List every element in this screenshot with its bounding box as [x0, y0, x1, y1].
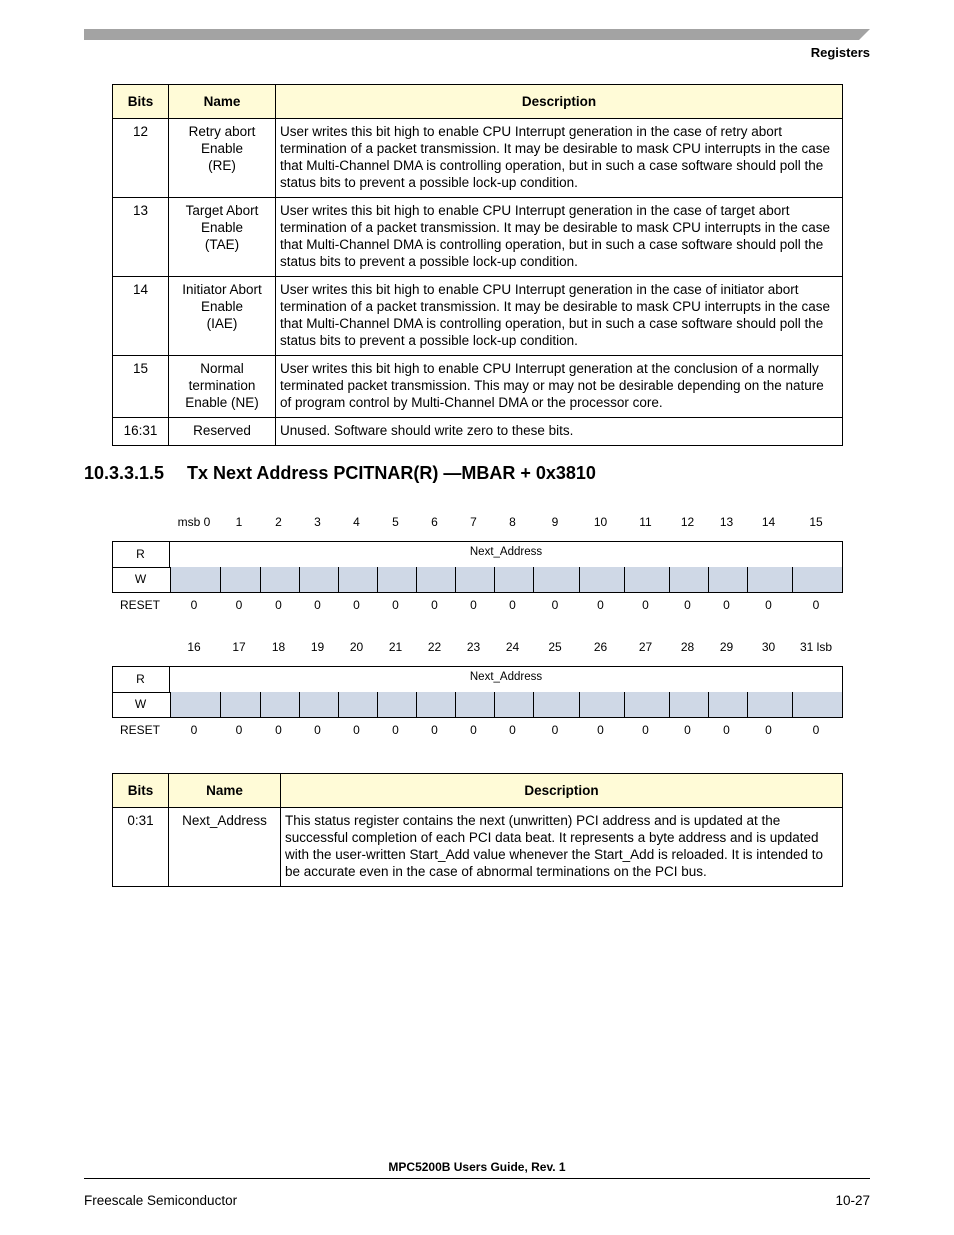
document-title: MPC5200B Users Guide, Rev. 1 — [388, 1160, 566, 1174]
bit-number: 17 — [232, 640, 246, 654]
reset-value: 0 — [470, 598, 477, 612]
bit-number: 1 — [235, 515, 243, 529]
section-number: 10.3.3.1.5 — [84, 463, 165, 483]
write-cell — [669, 567, 708, 592]
read-label: R — [136, 547, 145, 561]
bits-cell: 0:31 — [113, 808, 169, 887]
name-cell — [169, 198, 276, 277]
reset-value: 0 — [642, 598, 649, 612]
bit-number: 19 — [310, 640, 325, 654]
bit-number: 9 — [551, 515, 559, 529]
description-cell: User writes this bit high to enable CPU Interrupt generation in the case of retry abort termination of a packet transmission. It may be desirable to mask CPU interrupts in the case that Multi-Channel DMA is controlling operation, but in such a case software should poll the status bits to prevent a possible lock-up condition. — [276, 119, 843, 198]
write-label: W — [134, 697, 147, 711]
name-line: (TAE) — [204, 237, 240, 252]
company-name: Freescale Semiconductor — [84, 1193, 238, 1208]
bit-number: 5 — [392, 515, 399, 529]
reset-value: 0 — [812, 723, 820, 737]
reset-value-row — [112, 723, 843, 739]
write-cell — [170, 692, 220, 717]
name-cell — [169, 119, 276, 198]
table-row — [113, 808, 843, 887]
write-cell — [170, 567, 220, 592]
name-line: (RE) — [208, 158, 236, 173]
write-cell — [455, 567, 494, 592]
bit-number: 2 — [275, 515, 282, 529]
bit-number: 10 — [593, 515, 608, 529]
bits-cell: 15 — [113, 356, 169, 418]
reset-value: 0 — [597, 598, 604, 612]
header-bits: Bits — [113, 774, 169, 808]
bit-description-table-2 — [112, 773, 843, 887]
bit-number: 16 — [187, 640, 201, 654]
bit-number: 4 — [353, 515, 360, 529]
register-diagram-lower — [112, 640, 843, 740]
footer-rule — [84, 1178, 870, 1179]
bit-number: 24 — [505, 640, 520, 654]
reset-label: RESET — [119, 723, 160, 737]
reset-value: 0 — [723, 723, 730, 737]
bit-number: 26 — [593, 640, 608, 654]
write-cell — [533, 692, 579, 717]
bit-number: 23 — [466, 640, 481, 654]
reset-value: 0 — [314, 598, 321, 612]
write-label: W — [134, 572, 147, 586]
description-cell: User writes this bit high to enable CPU Interrupt generation at the conclusion of a normally terminated packet transmission. This may or may not be desirable depending on the nature of program control by Multi-Channel DMA or the processor core. — [276, 356, 843, 418]
reset-value: 0 — [765, 723, 772, 737]
name-line: Enable — [200, 299, 244, 314]
bit-number: 12 — [680, 515, 695, 529]
write-cell — [220, 692, 260, 717]
name-line: Reserved — [193, 423, 251, 438]
bit-number: 7 — [470, 515, 477, 529]
field-name: Next_Address — [469, 546, 543, 558]
name-line: Normal — [200, 361, 244, 376]
reset-value: 0 — [723, 598, 730, 612]
reset-value: 0 — [431, 723, 438, 737]
bit-number-row — [112, 515, 843, 531]
bit-number: 31 lsb — [799, 640, 833, 654]
write-cell — [299, 692, 338, 717]
table-row — [113, 119, 843, 198]
name-cell — [169, 277, 276, 356]
table-row — [113, 418, 843, 446]
header-rule — [84, 29, 870, 40]
reset-value: 0 — [190, 598, 198, 612]
name-line: Next_Address — [182, 813, 267, 828]
write-cell — [624, 692, 669, 717]
reset-value: 0 — [509, 723, 516, 737]
reset-value: 0 — [275, 598, 282, 612]
write-cell — [792, 567, 842, 592]
write-cell — [708, 692, 747, 717]
write-cell — [792, 692, 842, 717]
table-row — [113, 356, 843, 418]
reset-value: 0 — [684, 598, 691, 612]
page-number: 10-27 — [835, 1193, 870, 1208]
write-row — [112, 567, 843, 593]
bits-cell: 12 — [113, 119, 169, 198]
write-cell — [338, 692, 377, 717]
section-heading: Tx Next Address PCITNAR(R) —MBAR + 0x3810 — [187, 463, 596, 483]
description-cell: This status register contains the next (unwritten) PCI address and is updated at the successful completion of each PCI data beat. It represents a byte address and is updated with the user-written Start_Add value whenever the Start_Add is reloaded. It is intended to be accurate even in the case of abnormal terminations on the PCI bus. — [281, 808, 843, 887]
reset-value: 0 — [275, 723, 282, 737]
reset-value: 0 — [551, 598, 559, 612]
reset-label: RESET — [119, 598, 160, 612]
reset-value: 0 — [353, 598, 360, 612]
bit-number: 14 — [761, 515, 776, 529]
bit-number: 13 — [719, 515, 734, 529]
write-row — [112, 692, 843, 718]
reset-value: 0 — [509, 598, 516, 612]
reset-value: 0 — [431, 598, 438, 612]
write-cell — [708, 567, 747, 592]
name-line: Initiator Abort — [182, 282, 262, 297]
name-cell — [169, 356, 276, 418]
bit-number: 18 — [271, 640, 286, 654]
bit-number: 8 — [509, 515, 516, 529]
reset-value: 0 — [353, 723, 360, 737]
write-cell — [669, 692, 708, 717]
bit-number: 22 — [427, 640, 442, 654]
bit-number-row — [112, 640, 843, 656]
name-line: Target Abort — [185, 203, 259, 218]
field-name: Next_Address — [469, 671, 543, 683]
bit-number: 30 — [761, 640, 776, 654]
bit-number: 21 — [388, 640, 403, 654]
reset-value-row — [112, 598, 843, 614]
write-cell — [624, 567, 669, 592]
bit-number: 25 — [548, 640, 562, 654]
bit-number: 15 — [809, 515, 823, 529]
section-title — [84, 463, 596, 484]
reset-value: 0 — [235, 723, 243, 737]
read-label: R — [136, 672, 145, 686]
bit-number: 6 — [431, 515, 438, 529]
bit-number: 3 — [314, 515, 321, 529]
write-cell — [747, 692, 792, 717]
reset-value: 0 — [765, 598, 772, 612]
write-cell — [494, 567, 533, 592]
reset-value: 0 — [392, 723, 399, 737]
name-line: Enable — [200, 220, 244, 235]
write-cell — [579, 567, 624, 592]
reset-value: 0 — [314, 723, 321, 737]
read-row — [112, 541, 843, 568]
write-cell — [494, 692, 533, 717]
name-line: termination — [188, 378, 256, 393]
description-cell: User writes this bit high to enable CPU Interrupt generation in the case of target abort termination of a packet transmission. It may be desirable to mask CPU interrupts in the case that Multi-Channel DMA is controlling operation, but in such a case software should poll the status bits to prevent a possible lock-up condition. — [276, 198, 843, 277]
header-description: Description — [281, 774, 843, 808]
name-line: Enable (NE) — [185, 395, 259, 410]
name-line: Enable — [200, 141, 244, 156]
read-row — [112, 666, 843, 693]
reset-value: 0 — [812, 598, 820, 612]
name-cell — [169, 808, 281, 887]
reset-value: 0 — [597, 723, 604, 737]
write-cell — [220, 567, 260, 592]
section-header: Registers — [810, 45, 870, 60]
header-name: Name — [169, 774, 281, 808]
write-cell — [416, 567, 455, 592]
reset-value: 0 — [642, 723, 649, 737]
write-cell — [579, 692, 624, 717]
name-line: Retry abort — [188, 124, 256, 139]
write-cell — [338, 567, 377, 592]
write-cell — [260, 692, 299, 717]
bit-number: 27 — [638, 640, 653, 654]
table-row — [113, 198, 843, 277]
bit-number: msb 0 — [177, 515, 211, 529]
name-line: (IAE) — [206, 316, 238, 331]
write-cell — [747, 567, 792, 592]
write-cell — [416, 692, 455, 717]
description-cell: User writes this bit high to enable CPU Interrupt generation in the case of initiator abort termination of a packet transmission. It may be desirable to mask CPU interrupts in the case that Multi-Channel DMA is controlling operation, but in such a case software should poll the status bits to prevent a possible lock-up condition. — [276, 277, 843, 356]
reset-value: 0 — [235, 598, 243, 612]
name-cell — [169, 418, 276, 446]
bit-number: 28 — [680, 640, 695, 654]
write-cell — [299, 567, 338, 592]
write-cell — [377, 692, 416, 717]
bits-cell: 16:31 — [113, 418, 169, 446]
header-name: Name — [169, 85, 276, 119]
bit-number: 29 — [719, 640, 734, 654]
reset-value: 0 — [190, 723, 198, 737]
reset-value: 0 — [684, 723, 691, 737]
reset-value: 0 — [551, 723, 559, 737]
bits-cell: 14 — [113, 277, 169, 356]
bit-number: 11 — [639, 515, 652, 529]
reset-value: 0 — [470, 723, 477, 737]
description-cell: Unused. Software should write zero to these bits. — [276, 418, 843, 446]
write-cell — [377, 567, 416, 592]
write-cell — [455, 692, 494, 717]
header-bits: Bits — [113, 85, 169, 119]
bit-number: 20 — [349, 640, 364, 654]
write-cell — [260, 567, 299, 592]
header-description: Description — [276, 85, 843, 119]
write-cell — [533, 567, 579, 592]
bits-cell: 13 — [113, 198, 169, 277]
register-diagram-upper — [112, 515, 843, 615]
table-row — [113, 277, 843, 356]
bit-description-table-1 — [112, 84, 843, 446]
reset-value: 0 — [392, 598, 399, 612]
